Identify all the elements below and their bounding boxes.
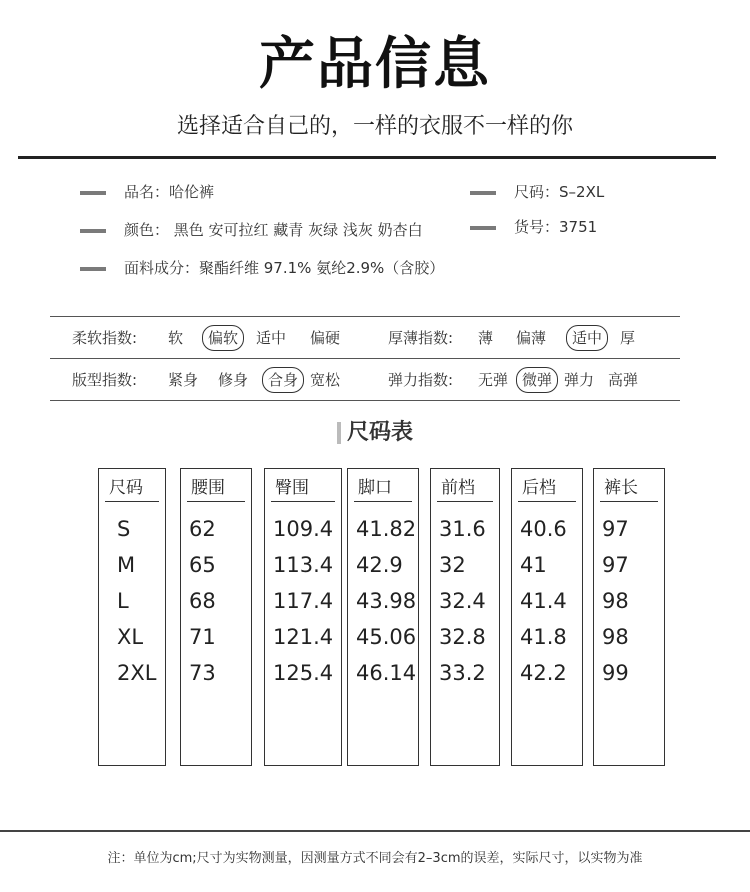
table-cell: 41.4: [520, 589, 567, 613]
table-cell: 42.9: [356, 553, 403, 577]
size-table-column: [180, 468, 252, 766]
table-cell: 40.6: [520, 517, 567, 541]
size-table-column: [511, 468, 583, 766]
elasticity-option: 高弹: [608, 371, 639, 389]
info-size-row: [470, 181, 604, 203]
info-colors-row: [80, 219, 423, 241]
colors: 颜色： 黑色 安可拉红 藏青 灰绿 浅灰 奶杏白: [124, 221, 423, 239]
softness-option: 软: [168, 329, 184, 347]
product-name: 品名：哈伦裤: [124, 183, 215, 201]
column-header: 脚口: [354, 475, 412, 502]
item-number: 货号：3751: [514, 218, 598, 236]
table-cell: 31.6: [439, 517, 486, 541]
info-name-row: [80, 181, 214, 203]
elasticity-label: 弹力指数:: [388, 371, 454, 389]
table-cell: 32: [439, 553, 466, 577]
fit-option: 修身: [218, 371, 249, 389]
table-cell: 109.4: [273, 517, 334, 541]
bullet-dash-icon: [80, 229, 106, 233]
table-cell: S: [117, 517, 131, 541]
table-cell: 97: [602, 517, 629, 541]
softness-label: 柔软指数:: [72, 329, 138, 347]
thickness-option-selected: 适中: [566, 325, 608, 351]
table-cell: 65: [189, 553, 216, 577]
table-cell: 99: [602, 661, 629, 685]
size-table-column: [98, 468, 166, 766]
column-header: 尺码: [105, 475, 159, 502]
table-cell: 121.4: [273, 625, 334, 649]
softness-option: 偏硬: [310, 329, 341, 347]
size-table-title: 尺码表: [0, 418, 750, 448]
thickness-label: 厚薄指数:: [388, 329, 454, 347]
divider: [50, 358, 680, 359]
table-cell: 2XL: [117, 661, 157, 685]
table-cell: 32.4: [439, 589, 486, 613]
footnote: 注：单位为cm;尺寸为实物测量，因测量方式不同会有2–3cm的误差，实际尺寸，以实物为准: [107, 851, 643, 866]
bullet-dash-icon: [80, 191, 106, 195]
table-cell: 43.98: [356, 589, 417, 613]
size-table-column: [593, 468, 665, 766]
table-cell: 117.4: [273, 589, 334, 613]
table-cell: 98: [602, 589, 629, 613]
divider: [0, 830, 750, 832]
divider: [18, 156, 716, 159]
fit-label: 版型指数:: [72, 371, 138, 389]
table-cell: 97: [602, 553, 629, 577]
table-cell: 71: [189, 625, 216, 649]
table-cell: 68: [189, 589, 216, 613]
table-cell: 73: [189, 661, 216, 685]
info-itemno-row: [470, 216, 597, 238]
title-bar-icon: [337, 422, 341, 444]
column-header: 裤长: [600, 475, 658, 502]
size-range: 尺码：S–2XL: [514, 183, 605, 201]
info-fabric-row: [80, 257, 444, 279]
bullet-dash-icon: [80, 267, 106, 271]
table-cell: L: [117, 589, 129, 613]
table-cell: 33.2: [439, 661, 486, 685]
table-cell: 98: [602, 625, 629, 649]
thickness-option: 薄: [478, 329, 494, 347]
bullet-dash-icon: [470, 226, 496, 230]
elasticity-option: 弹力: [564, 371, 595, 389]
table-cell: XL: [117, 625, 144, 649]
page-subtitle: 选择适合自己的，一样的衣服不一样的你: [176, 114, 573, 139]
table-cell: M: [117, 553, 136, 577]
table-cell: 41: [520, 553, 547, 577]
thickness-option: 厚: [620, 329, 636, 347]
size-table-column: [347, 468, 419, 766]
divider: [50, 400, 680, 401]
fit-option: 紧身: [168, 371, 199, 389]
table-cell: 41.8: [520, 625, 567, 649]
table-cell: 62: [189, 517, 216, 541]
table-cell: 46.14: [356, 661, 417, 685]
table-cell: 41.82: [356, 517, 417, 541]
size-table-column: [430, 468, 500, 766]
column-header: 前档: [437, 475, 493, 502]
fit-option: 宽松: [310, 371, 341, 389]
bullet-dash-icon: [470, 191, 496, 195]
column-header: 后档: [518, 475, 576, 502]
table-cell: 113.4: [273, 553, 334, 577]
table-cell: 32.8: [439, 625, 486, 649]
page-title: 产品信息: [259, 32, 491, 97]
size-table-column: [264, 468, 342, 766]
elasticity-option: 无弹: [478, 371, 509, 389]
divider: [50, 316, 680, 317]
softness-option-selected: 偏软: [202, 325, 244, 351]
thickness-option: 偏薄: [516, 329, 547, 347]
index-row-1: [72, 325, 635, 351]
column-header: 臀围: [271, 475, 335, 502]
index-row-2: [72, 367, 638, 393]
fit-option-selected: 合身: [262, 367, 304, 393]
table-cell: 42.2: [520, 661, 567, 685]
elasticity-option-selected: 微弹: [516, 367, 558, 393]
table-cell: 125.4: [273, 661, 334, 685]
table-cell: 45.06: [356, 625, 417, 649]
softness-option: 适中: [256, 329, 287, 347]
fabric: 面料成分：聚酯纤维 97.1% 氨纶2.9%（含胶）: [124, 259, 445, 277]
column-header: 腰围: [187, 475, 245, 502]
